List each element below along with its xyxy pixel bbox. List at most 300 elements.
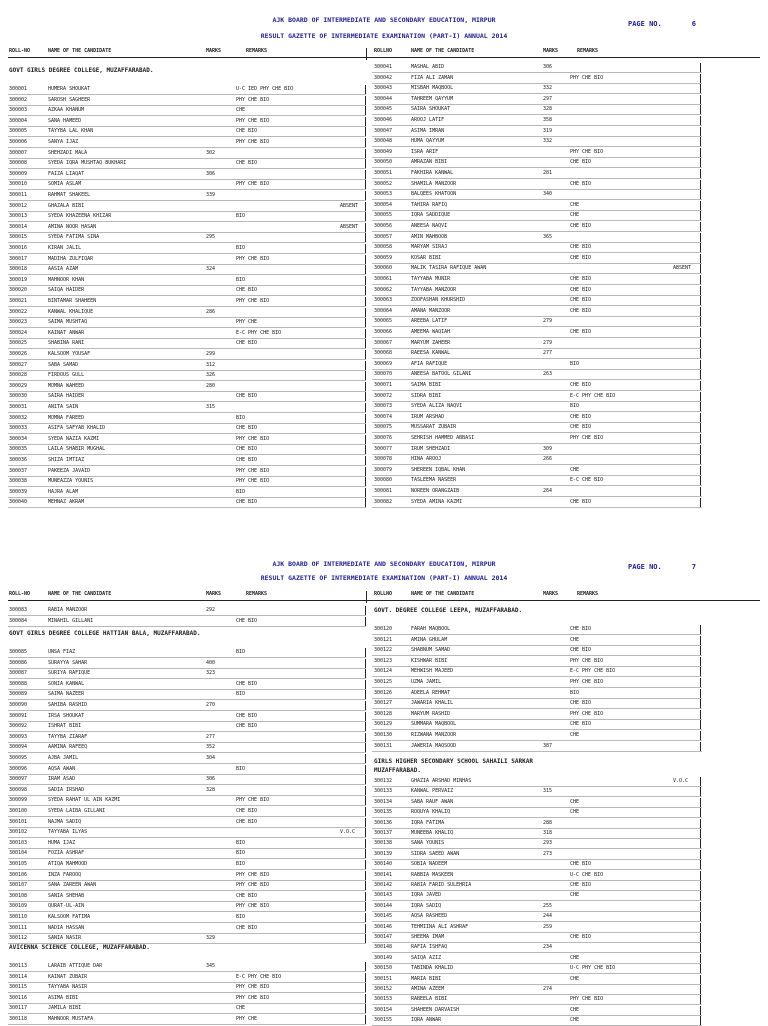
row-end-bar [365, 371, 366, 380]
header-separator [8, 57, 760, 58]
cell-name: SHEREEN IQBAL KHAN [411, 466, 466, 473]
row-end-bar [700, 881, 701, 890]
row-end-bar [365, 382, 366, 391]
table-row [8, 497, 366, 508]
table-row [8, 901, 366, 912]
cell-roll: 300031 [9, 404, 28, 410]
cell-marks: 292 [206, 607, 216, 613]
row-end-bar [700, 860, 701, 869]
page-number-label: PAGE NO. [628, 20, 662, 28]
cell-marks: 255 [543, 902, 553, 909]
row-end-bar [365, 361, 366, 370]
cell-remark: PHY CHE BIO [236, 882, 270, 889]
row-end-bar [365, 983, 366, 992]
cell-remark: E-C PHY CHE BIO [236, 329, 282, 336]
cell-remark: PHY CHE BIO [570, 710, 604, 717]
table-row [8, 1003, 366, 1014]
cell-remark: PHY CHE BIO [570, 74, 604, 81]
table-row [8, 317, 366, 328]
row-end-bar [365, 392, 366, 401]
cell-roll: 300001 [9, 86, 28, 92]
row-end-bar [700, 964, 701, 973]
cell-remark: CHE [570, 636, 580, 643]
cell-remark: CHE BIO [236, 712, 258, 719]
table-row [372, 210, 702, 221]
row-end-bar [700, 498, 701, 507]
table-row [372, 901, 702, 912]
column-marks-right: MARKS [543, 591, 559, 597]
table-row [8, 658, 366, 669]
row-end-bar [365, 701, 366, 710]
cell-name: JAWARIA KHALIL [411, 700, 454, 707]
row-end-bar [700, 137, 701, 146]
cell-roll: 300060 [374, 265, 393, 272]
table-row [372, 73, 702, 84]
cell-remark: CHE BIO [236, 892, 258, 899]
cell-roll: 300138 [374, 840, 393, 847]
table-row [372, 221, 702, 232]
cell-roll: 300037 [9, 467, 28, 474]
row-end-bar [365, 962, 366, 971]
cell-marks: 279 [543, 318, 553, 325]
cell-name: IQRA SADDIQUE [411, 212, 451, 219]
cell-name: FAIZA LIAQAT [48, 170, 85, 177]
cell-remark: BIO [236, 649, 246, 655]
cell-remark: CHE BIO [236, 818, 258, 825]
row-end-bar [700, 180, 701, 189]
cell-roll: 300020 [9, 287, 28, 294]
cell-marks: 293 [543, 840, 553, 847]
column-roll-left: ROLL-NO [9, 591, 31, 597]
cell-remark: CHE BIO [236, 617, 258, 624]
cell-remark: U-C PHY CHE BIO [570, 965, 616, 972]
cell-marks: 312 [206, 361, 216, 368]
cell-name: ANEESA BATOOL GILANI [411, 371, 472, 378]
column-marks-left: MARKS [206, 591, 222, 597]
cell-remark: CHE [236, 1005, 246, 1012]
cell-roll: 300018 [9, 266, 28, 273]
cell-name: FOZIA ASHRAF [48, 850, 85, 857]
cell-name: ASIMA BIBI [48, 994, 79, 1001]
cell-roll: 300128 [374, 710, 393, 717]
row-end-bar [365, 212, 366, 221]
row-end-bar [700, 317, 701, 326]
row-end-bar [365, 902, 366, 911]
row-end-bar [700, 328, 701, 337]
table-row [372, 104, 702, 115]
row-end-bar [700, 127, 701, 136]
cell-name: IQRA SADIQ [411, 902, 442, 909]
cell-roll: 300045 [374, 106, 393, 113]
cell-name: ISRA ARIF [411, 148, 439, 155]
row-end-bar [365, 477, 366, 486]
cell-roll: 300010 [9, 181, 28, 188]
table-row [8, 711, 366, 722]
cell-roll: 300008 [9, 160, 28, 167]
cell-roll: 300093 [9, 733, 28, 740]
row-end-bar [365, 297, 366, 306]
cell-roll: 300095 [9, 755, 28, 761]
row-end-bar [700, 423, 701, 432]
row-end-bar [365, 754, 366, 763]
cell-name: SEHRISH HAMMED ABBASI [411, 435, 475, 441]
table-row [8, 126, 366, 137]
row-end-bar [700, 466, 701, 475]
cell-remark: CHE BIO [236, 446, 258, 453]
row-end-bar [700, 349, 701, 358]
cell-name: SHAHEEN DARVAISH [411, 1006, 460, 1013]
cell-roll: 300033 [9, 425, 28, 432]
cell-remark: PHY CHE BIO [570, 435, 604, 441]
table-row [8, 211, 366, 222]
cell-remark: CHE BIO [570, 498, 592, 505]
institution-heading: GOVT GIRLS DEGREE COLLEGE, MUZAFFARABAD. [9, 67, 154, 74]
cell-name: AQSA RASHEED [411, 913, 448, 920]
gazette-page-6 [0, 0, 768, 512]
cell-name: FARAH MAQBOOL [411, 626, 451, 632]
table-row [372, 263, 702, 274]
cell-name: TAYYABA ILYAS [48, 829, 88, 836]
row-end-bar [700, 808, 701, 817]
row-end-bar [365, 994, 366, 1003]
row-end-bar [700, 850, 701, 859]
cell-roll: 300074 [374, 413, 393, 420]
cell-name: KAINAT ANWAR [48, 329, 85, 336]
cell-name: MEHWISH MAJEED [411, 668, 454, 675]
cell-remark: CHE BIO [570, 861, 592, 868]
table-row [372, 285, 702, 296]
row-end-bar [365, 403, 366, 412]
row-end-bar [365, 318, 366, 327]
institution-heading: AVICENNA SCIENCE COLLEGE, MUZAFFARABAD. [9, 944, 150, 951]
row-end-bar [365, 106, 366, 115]
row-end-bar [365, 276, 366, 285]
table-row [8, 338, 366, 349]
cell-name: HUMA QAYYUM [411, 138, 445, 145]
table-row [372, 157, 702, 168]
cell-remark: BIO [236, 414, 246, 421]
row-end-bar [700, 943, 701, 952]
cell-name: AAMINA RAFEEQ [48, 744, 88, 751]
row-end-bar [365, 669, 366, 678]
row-end-bar [365, 606, 366, 615]
cell-remark: CHE BIO [570, 413, 592, 420]
cell-roll: 300039 [9, 488, 28, 495]
cell-marks: 340 [543, 191, 553, 198]
table-row [372, 656, 702, 667]
table-row [8, 912, 366, 923]
cell-remark: CHE BIO [236, 160, 258, 167]
cell-remark: CHE BIO [236, 128, 258, 135]
table-row [8, 381, 366, 392]
cell-roll: 300055 [374, 212, 393, 219]
cell-name: QURAT-UL-AIN [48, 903, 85, 910]
row-end-bar [700, 798, 701, 807]
cell-roll: 300120 [374, 626, 393, 632]
cell-remark: CHE BIO [236, 425, 258, 432]
cell-name: SYEDA IQRA MUSHTAQ BUKHARI [48, 160, 127, 167]
cell-marks: 297 [543, 95, 553, 102]
cell-name: TAHREEM QAYYUM [411, 95, 454, 102]
cell-roll: 300070 [374, 371, 393, 378]
cell-roll: 300040 [9, 499, 28, 506]
cell-marks: 329 [206, 935, 216, 942]
table-row [8, 190, 366, 201]
cell-roll: 300136 [374, 819, 393, 826]
table-row [372, 465, 702, 476]
table-row [372, 454, 702, 465]
cell-marks: 263 [543, 371, 553, 378]
cell-name: ASIFA SAFYAB KHALID [48, 425, 106, 432]
cell-roll: 300023 [9, 319, 28, 326]
cell-roll: 300017 [9, 255, 28, 262]
cell-roll: 300003 [9, 107, 28, 114]
cell-name: KALSOOM FATIMA [48, 914, 91, 920]
table-row [8, 222, 366, 233]
cell-name: SANA ZAREEN AWAN [48, 882, 97, 889]
cell-roll: 300109 [9, 903, 28, 910]
row-end-bar [700, 625, 701, 634]
cell-remark: BIO [236, 765, 246, 772]
cell-roll: 300090 [9, 702, 28, 708]
row-end-bar [365, 329, 366, 338]
cell-roll: 300117 [9, 1005, 28, 1012]
table-row [372, 126, 702, 137]
row-end-bar [365, 690, 366, 699]
cell-name: SYEDA FATIMA SINA [48, 234, 100, 241]
row-end-bar [365, 255, 366, 264]
cell-remark: CHE BIO [236, 924, 258, 931]
cell-roll: 300059 [374, 254, 393, 261]
cell-marks: 259 [543, 923, 553, 930]
table-row [8, 307, 366, 318]
cell-marks: 315 [543, 788, 553, 795]
cell-remark: CHE [570, 732, 580, 738]
row-end-bar [365, 424, 366, 433]
cell-roll: 300002 [9, 96, 28, 103]
cell-roll: 300092 [9, 723, 28, 730]
cell-roll: 300098 [9, 786, 28, 793]
row-end-bar [365, 743, 366, 752]
cell-marks: 270 [206, 702, 216, 708]
row-end-bar [700, 158, 701, 167]
cell-roll: 300113 [9, 963, 28, 969]
cell-name: BINTAMAR SHAHEEN [48, 298, 97, 304]
cell-remark: PHY CHE BIO [236, 117, 270, 124]
cell-marks: 315 [206, 404, 216, 410]
cell-remark: E-C PHY CHE BIO [570, 668, 616, 675]
cell-name: AQSA AWAN [48, 765, 76, 772]
table-row [372, 818, 702, 829]
cell-marks: 352 [206, 744, 216, 751]
row-end-bar [365, 96, 366, 105]
cell-roll: 300052 [374, 180, 393, 187]
cell-name: SHABINA RANI [48, 340, 85, 347]
cell-name: TAHIRA RAFIQ [411, 201, 448, 208]
table-row [372, 719, 702, 730]
page-number-label: PAGE NO. [628, 563, 662, 571]
row-end-bar [365, 138, 366, 147]
row-end-bar [700, 254, 701, 263]
cell-remark: BIO [236, 861, 246, 867]
cell-marks: 304 [206, 755, 216, 761]
cell-remark: PHY CHE BIO [236, 435, 270, 442]
table-row [372, 828, 702, 839]
cell-roll: 300038 [9, 478, 28, 485]
table-row [8, 370, 366, 381]
row-end-bar [365, 818, 366, 827]
cell-marks: 345 [206, 963, 216, 969]
table-row [8, 328, 366, 339]
table-row [8, 105, 366, 116]
row-end-bar [365, 796, 366, 805]
cell-name: TAYYABA MUNIR [411, 276, 451, 282]
table-row [8, 647, 366, 658]
cell-roll: 300057 [374, 233, 393, 240]
table-row [372, 391, 702, 402]
table-row [372, 338, 702, 349]
table-row [372, 433, 702, 444]
row-end-bar [365, 117, 366, 126]
table-row [372, 870, 702, 881]
gazette-title: RESULT GAZETTE OF INTERMEDIATE EXAMINATION (PART-I) ANNUAL 2014 [260, 32, 508, 40]
cell-roll: 300071 [374, 382, 393, 388]
row-end-bar [700, 84, 701, 93]
cell-roll: 300126 [374, 689, 393, 696]
table-row [8, 1014, 366, 1025]
cell-name: SAIMA BIBI [411, 382, 442, 388]
cell-name: RABBIA MASKEEN [411, 871, 454, 878]
table-row [372, 859, 702, 870]
table-row [8, 285, 366, 296]
table-row [372, 984, 702, 995]
table-row [372, 645, 702, 656]
column-remarks-right: REMARKS [577, 591, 599, 597]
table-row [372, 316, 702, 327]
row-end-bar [700, 912, 701, 921]
row-end-bar [700, 95, 701, 104]
row-end-bar [365, 159, 366, 168]
row-end-bar [700, 829, 701, 838]
cell-roll: 300121 [374, 636, 393, 643]
table-row [372, 475, 702, 486]
table-row [8, 201, 366, 212]
cell-name: SHAMILA MANZOOR [411, 180, 457, 187]
table-row [8, 817, 366, 828]
table-row [8, 137, 366, 148]
cell-name: SIDRA SAEED AWAN [411, 850, 460, 857]
cell-remark: BIO [236, 914, 246, 920]
row-end-bar [365, 648, 366, 657]
row-end-bar [700, 445, 701, 454]
institution-heading: GIRLS HIGHER SECONDARY SCHOOL SAHAILI SARKAR [374, 758, 533, 765]
cell-remark: CHE [570, 212, 580, 219]
cell-roll: 300042 [374, 74, 393, 81]
column-roll-right: ROLLNO [374, 591, 393, 597]
cell-roll: 300150 [374, 965, 393, 972]
row-end-bar [365, 934, 366, 943]
cell-roll: 300006 [9, 139, 28, 145]
table-row [8, 158, 366, 169]
cell-remark: U-C IED PHY CHE BIO [236, 86, 294, 92]
row-end-bar [700, 148, 701, 157]
row-end-bar [365, 127, 366, 136]
cell-roll: 300106 [9, 871, 28, 878]
table-row [372, 911, 702, 922]
cell-remark: E-C PHY CHE BIO [570, 392, 616, 399]
cell-name: RAFIA ISHFAQ [411, 944, 448, 951]
row-end-bar [365, 775, 366, 784]
cell-roll: 300140 [374, 861, 393, 868]
cell-roll: 300077 [374, 445, 393, 452]
table-row [372, 776, 702, 787]
cell-roll: 300088 [9, 680, 28, 687]
table-row [372, 709, 702, 720]
cell-name: MOMNA WAHEED [48, 382, 85, 389]
table-row [8, 455, 366, 466]
cell-remark: CHE BIO [570, 244, 592, 251]
cell-roll: 300028 [9, 372, 28, 379]
cell-roll: 300087 [9, 670, 28, 677]
cell-roll: 300007 [9, 149, 28, 156]
cell-remark: CHE [570, 798, 580, 805]
cell-name: MAHNOOR KHAN [48, 276, 85, 283]
cell-status: V.O.C [340, 829, 356, 836]
table-row [8, 827, 366, 838]
table-row [8, 254, 366, 265]
table-row [372, 666, 702, 677]
cell-roll: 300056 [374, 223, 393, 229]
table-row [8, 232, 366, 243]
cell-roll: 300029 [9, 382, 28, 389]
cell-remark: CHE [570, 892, 580, 899]
row-end-bar [700, 360, 701, 369]
cell-remark: PHY CHE [236, 319, 258, 326]
institution-heading: GOVT GIRLS DEGREE COLLEGE HATTIAN BALA, MUZAFFARABAD. [9, 630, 201, 637]
row-end-bar [365, 733, 366, 742]
cell-name: KANWAL KHALIQUE [48, 308, 94, 315]
table-row [372, 698, 702, 709]
cell-marks: 400 [206, 659, 216, 666]
cell-marks: 302 [206, 149, 216, 156]
cell-marks: 324 [206, 266, 216, 273]
row-end-bar [700, 720, 701, 729]
cell-remark: CHE BIO [236, 499, 258, 506]
cell-remark: PHY CHE BIO [236, 255, 270, 262]
table-row [8, 487, 366, 498]
cell-roll: 300049 [374, 148, 393, 155]
cell-remark: BIO [236, 839, 246, 846]
cell-roll: 300041 [374, 64, 393, 70]
cell-remark: PHY CHE BIO [570, 657, 604, 664]
cell-name: SAIMA NAZEER [48, 691, 85, 698]
cell-name: SADIA IRSHAD [48, 786, 85, 793]
cell-name: JAMILA BIBI [48, 1005, 82, 1012]
cell-name: TAYYABA MANZOOR [411, 286, 457, 293]
row-end-bar [365, 924, 366, 933]
cell-status: ABSENT [340, 223, 359, 230]
cell-roll: 300116 [9, 994, 28, 1001]
cell-roll: 300019 [9, 276, 28, 283]
table-row [8, 764, 366, 775]
cell-name: KISHWAR BIBI [411, 657, 448, 664]
cell-marks: 295 [206, 234, 216, 241]
cell-name: MARYUM RASHID [411, 710, 451, 717]
cell-marks: 244 [543, 913, 553, 920]
cell-remark: CHE BIO [236, 457, 258, 463]
cell-remark: CHE BIO [236, 340, 258, 347]
cell-name: IRAM ASAD [48, 776, 76, 783]
